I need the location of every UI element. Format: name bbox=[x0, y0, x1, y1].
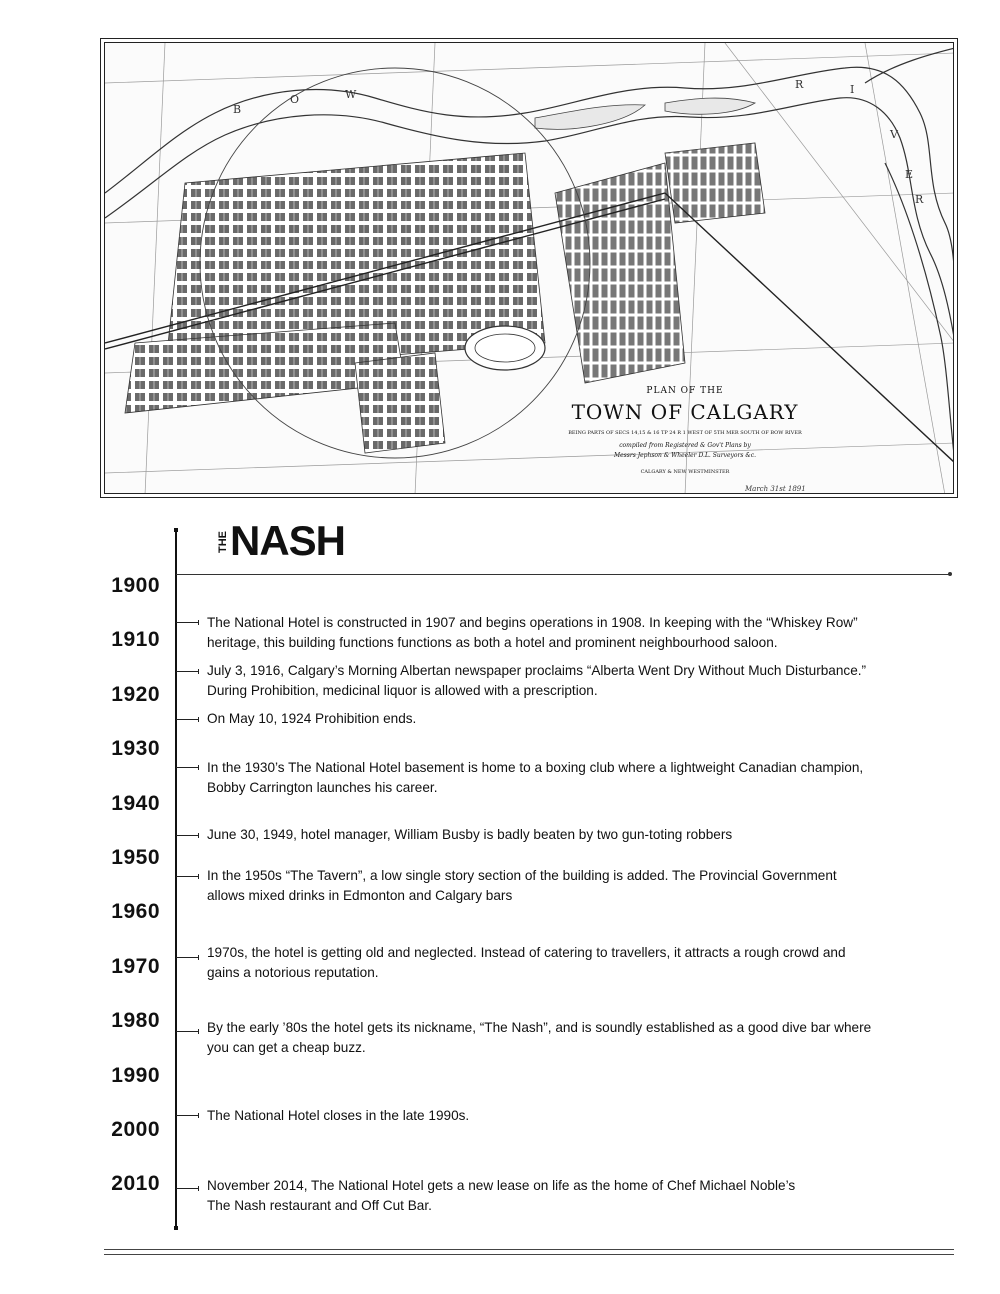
year-label: 2000 bbox=[111, 1118, 160, 1141]
calgary-map bbox=[104, 42, 954, 494]
year-label: 1920 bbox=[111, 683, 160, 706]
footer-rule-bottom bbox=[104, 1254, 954, 1255]
event-text-line: 1970s, the hotel is getting old and neglected. Instead of catering to travellers, it attracts a rough crowd and bbox=[207, 945, 846, 960]
year-label: 1980 bbox=[111, 1009, 160, 1032]
svg-text:compiled from Registered & Gov: compiled from Registered & Gov't Plans by bbox=[619, 442, 751, 449]
svg-text:TOWN OF CALGARY: TOWN OF CALGARY bbox=[571, 400, 799, 424]
event-tick bbox=[176, 767, 198, 768]
event-tick bbox=[176, 835, 198, 836]
event-text-line: Bobby Carrington launches his career. bbox=[207, 780, 438, 795]
event-text-line: The Nash restaurant and Off Cut Bar. bbox=[207, 1198, 432, 1213]
event-text-line: The National Hotel is constructed in 1907 and begins operations in 1908. In keeping with the “Whiskey Row” bbox=[207, 615, 858, 630]
year-label: 1910 bbox=[111, 628, 160, 651]
timeline-horizontal-axis-end bbox=[948, 572, 952, 576]
year-label: 1900 bbox=[111, 574, 160, 597]
calgary-map-drawing bbox=[105, 43, 954, 494]
year-label: 1930 bbox=[111, 737, 160, 760]
event-tick bbox=[176, 1031, 198, 1032]
footer-rule-top bbox=[104, 1249, 954, 1250]
timeline-event bbox=[207, 943, 947, 983]
timeline-event bbox=[207, 758, 947, 798]
event-text-line: gains a notorious reputation. bbox=[207, 965, 379, 980]
svg-text:W: W bbox=[345, 88, 357, 101]
svg-text:V: V bbox=[890, 128, 898, 141]
svg-text:PLAN OF THE: PLAN OF THE bbox=[646, 386, 724, 396]
svg-text:BEING PARTS OF SECS 14,15 & 16: BEING PARTS OF SECS 14,15 & 16 TP 24 R 1 WEST OF 5TH MER SOUTH OF BOW RIVER bbox=[568, 430, 802, 436]
logo-nash-text: NASH bbox=[230, 517, 346, 564]
event-text-line: On May 10, 1924 Prohibition ends. bbox=[207, 711, 417, 726]
event-text-line: heritage, this building functions functions as both a hotel and prominent neighbourhood saloon. bbox=[207, 635, 778, 650]
year-label: 1960 bbox=[111, 900, 160, 923]
event-tick bbox=[176, 719, 198, 720]
year-label: 1950 bbox=[111, 846, 160, 869]
timeline-axis-top-cap bbox=[174, 528, 178, 532]
event-text-line: you can get a cheap buzz. bbox=[207, 1040, 366, 1055]
event-tick bbox=[176, 622, 198, 623]
timeline-horizontal-axis bbox=[176, 574, 950, 575]
svg-text:O: O bbox=[290, 93, 300, 106]
event-text-line: July 3, 1916, Calgary’s Morning Albertan newspaper proclaims “Alberta Went Dry Without Much Disturbance.” bbox=[207, 663, 867, 678]
svg-text:R: R bbox=[915, 193, 924, 206]
year-label: 1990 bbox=[111, 1064, 160, 1087]
event-text-line: In the 1930’s The National Hotel basement is home to a boxing club where a lightweight Canadian champion, bbox=[207, 760, 864, 775]
timeline-event bbox=[207, 613, 947, 653]
svg-text:March 31st 1891: March 31st 1891 bbox=[745, 485, 806, 493]
event-text-line: By the early ’80s the hotel gets its nickname, “The Nash”, and is soundly established as a good dive bar where bbox=[207, 1020, 872, 1035]
event-tick bbox=[176, 957, 198, 958]
event-tick bbox=[176, 1115, 198, 1116]
svg-text:E: E bbox=[905, 168, 914, 181]
svg-text:B: B bbox=[233, 103, 242, 116]
event-tick bbox=[176, 671, 198, 672]
event-text-line: During Prohibition, medicinal liquor is allowed with a prescription. bbox=[207, 683, 598, 698]
year-label: 1970 bbox=[111, 955, 160, 978]
timeline-event bbox=[207, 1176, 947, 1216]
svg-text:R: R bbox=[795, 78, 804, 91]
event-tick bbox=[176, 876, 198, 877]
event-tick bbox=[176, 1188, 198, 1189]
historic-map-frame bbox=[100, 38, 958, 498]
timeline-axis-bottom-cap bbox=[174, 1226, 178, 1230]
event-text-line: In the 1950s “The Tavern”, a low single story section of the building is added. The Provincial Government bbox=[207, 868, 837, 883]
event-text-line: The National Hotel closes in the late 1990s. bbox=[207, 1108, 470, 1123]
event-text-line: November 2014, The National Hotel gets a new lease on life as the home of Chef Michael Noble’s bbox=[207, 1178, 796, 1193]
year-label: 1940 bbox=[111, 792, 160, 815]
event-text-line: June 30, 1949, hotel manager, William Busby is badly beaten by two gun-toting robbers bbox=[207, 827, 733, 842]
timeline-vertical-axis bbox=[175, 530, 177, 1230]
timeline-event bbox=[207, 661, 947, 701]
year-label: 2010 bbox=[111, 1172, 160, 1195]
timeline-event bbox=[207, 1018, 947, 1058]
timeline-event bbox=[207, 709, 947, 729]
logo-the-text: THE bbox=[217, 531, 229, 553]
event-text-line: allows mixed drinks in Edmonton and Calgary bars bbox=[207, 888, 513, 903]
svg-text:I: I bbox=[850, 83, 855, 96]
svg-text:Messrs Jephson & Wheeler D.L.: Messrs Jephson & Wheeler D.L. Surveyors &c. bbox=[613, 452, 757, 459]
svg-text:CALGARY & NEW WESTMINSTER: CALGARY & NEW WESTMINSTER bbox=[640, 469, 730, 475]
timeline-event bbox=[207, 825, 947, 845]
timeline-event bbox=[207, 1106, 947, 1126]
timeline-event bbox=[207, 866, 947, 906]
